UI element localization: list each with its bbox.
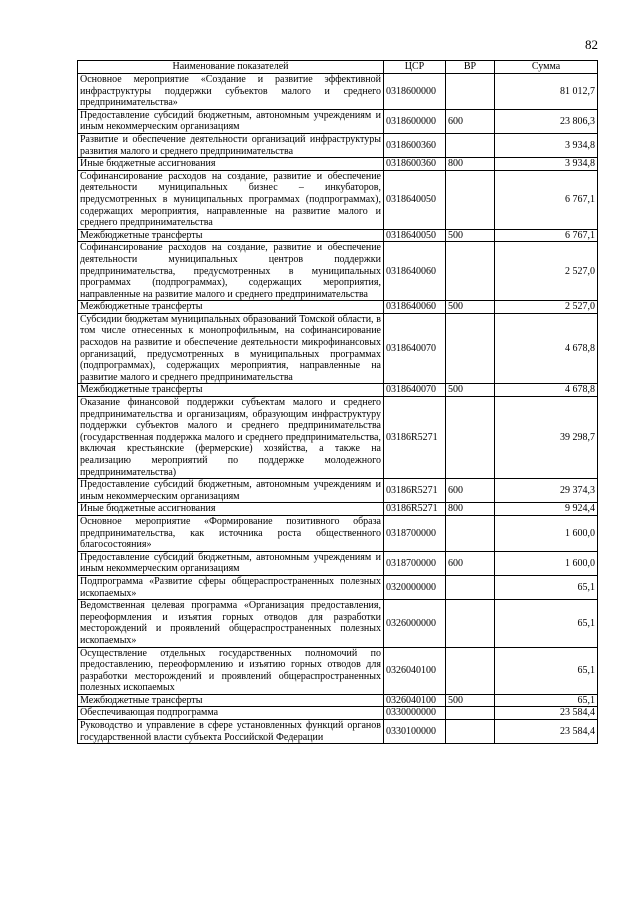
table-row bbox=[78, 313, 598, 384]
table-row bbox=[78, 109, 598, 133]
budget-table bbox=[77, 60, 598, 744]
table-row bbox=[78, 384, 598, 397]
cell-sum: 4 678,8 bbox=[495, 313, 598, 384]
cell-csr: 0330100000 bbox=[384, 720, 446, 744]
table-row bbox=[78, 229, 598, 242]
cell-name: Оказание финансовой поддержки субъектам малого и среднего предпринимательства и организациям, образующим инфраструктуру поддержки субъектов малого и среднего предпринимательства (государственная поддержка малого и среднего предпринимательства, включая крестьянские (фермерские) хозяйства, а также на реализацию мероприятий по поддержке молодежного предпринимательства) bbox=[78, 397, 384, 479]
cell-sum: 1 600,0 bbox=[495, 551, 598, 575]
cell-name: Иные бюджетные ассигнования bbox=[78, 503, 384, 516]
cell-csr: 0318640050 bbox=[384, 170, 446, 229]
cell-sum: 6 767,1 bbox=[495, 229, 598, 242]
table-row bbox=[78, 133, 598, 157]
cell-name: Предоставление субсидий бюджетным, автономным учреждениям и иным некоммерческим организациям bbox=[78, 479, 384, 503]
cell-name: Основное мероприятие «Формирование позитивного образа предпринимательства, как источника роста общественного благосостояния» bbox=[78, 515, 384, 551]
cell-vr bbox=[446, 242, 495, 301]
cell-name: Межбюджетные трансферты bbox=[78, 694, 384, 707]
cell-vr: 500 bbox=[446, 384, 495, 397]
cell-vr bbox=[446, 720, 495, 744]
cell-name: Софинансирование расходов на создание, развитие и обеспечение деятельности муниципальных центров поддержки предпринимательства, предусмотренных в муниципальных программах (подпрограммах), содержащих мероприятия, направленные на развитие малого и среднего предпринимательства bbox=[78, 242, 384, 301]
table-row bbox=[78, 397, 598, 479]
cell-sum: 29 374,3 bbox=[495, 479, 598, 503]
cell-csr: 0318640060 bbox=[384, 242, 446, 301]
header-vr: ВР bbox=[446, 61, 495, 74]
cell-sum: 3 934,8 bbox=[495, 133, 598, 157]
table-row bbox=[78, 74, 598, 110]
cell-vr: 800 bbox=[446, 158, 495, 171]
table-row bbox=[78, 647, 598, 694]
cell-name: Подпрограмма «Развитие сферы общераспространенных полезных ископаемых» bbox=[78, 575, 384, 599]
cell-csr: 0318700000 bbox=[384, 515, 446, 551]
cell-csr: 0318640060 bbox=[384, 301, 446, 314]
cell-csr: 0318640070 bbox=[384, 384, 446, 397]
cell-csr: 0318600000 bbox=[384, 109, 446, 133]
cell-vr bbox=[446, 575, 495, 599]
cell-name: Межбюджетные трансферты bbox=[78, 301, 384, 314]
table-row bbox=[78, 242, 598, 301]
cell-csr: 0330000000 bbox=[384, 707, 446, 720]
cell-vr: 800 bbox=[446, 503, 495, 516]
cell-csr: 0320000000 bbox=[384, 575, 446, 599]
cell-name: Руководство и управление в сфере установленных функций органов государственной власти субъекта Российской Федерации bbox=[78, 720, 384, 744]
cell-sum: 65,1 bbox=[495, 575, 598, 599]
page-number: 82 bbox=[585, 37, 598, 52]
cell-name: Ведомственная целевая программа «Организация предоставления, переоформления и изъятия горных отводов для разработки месторождений и проявлений общераспространенных полезных ископаемых» bbox=[78, 600, 384, 647]
cell-vr bbox=[446, 313, 495, 384]
cell-csr: 0318640050 bbox=[384, 229, 446, 242]
cell-csr: 0318600360 bbox=[384, 158, 446, 171]
cell-csr: 03186R5271 bbox=[384, 397, 446, 479]
table-row bbox=[78, 301, 598, 314]
cell-name: Межбюджетные трансферты bbox=[78, 384, 384, 397]
table-row bbox=[78, 158, 598, 171]
cell-vr: 500 bbox=[446, 694, 495, 707]
cell-sum: 65,1 bbox=[495, 694, 598, 707]
cell-csr: 0318600000 bbox=[384, 74, 446, 110]
cell-name: Иные бюджетные ассигнования bbox=[78, 158, 384, 171]
cell-vr: 500 bbox=[446, 229, 495, 242]
cell-csr: 0318600360 bbox=[384, 133, 446, 157]
header-sum: Сумма bbox=[495, 61, 598, 74]
table-header-row bbox=[78, 61, 598, 74]
cell-sum: 65,1 bbox=[495, 600, 598, 647]
table-row bbox=[78, 694, 598, 707]
cell-vr bbox=[446, 600, 495, 647]
header-name: Наименование показателей bbox=[78, 61, 384, 74]
cell-csr: 0326040100 bbox=[384, 647, 446, 694]
cell-sum: 4 678,8 bbox=[495, 384, 598, 397]
table-row bbox=[78, 707, 598, 720]
cell-vr bbox=[446, 515, 495, 551]
table-row bbox=[78, 515, 598, 551]
cell-sum: 23 584,4 bbox=[495, 720, 598, 744]
cell-vr: 600 bbox=[446, 551, 495, 575]
cell-name: Межбюджетные трансферты bbox=[78, 229, 384, 242]
cell-vr: 500 bbox=[446, 301, 495, 314]
cell-vr bbox=[446, 397, 495, 479]
cell-sum: 2 527,0 bbox=[495, 301, 598, 314]
cell-name: Обеспечивающая подпрограмма bbox=[78, 707, 384, 720]
table-row bbox=[78, 600, 598, 647]
table-row bbox=[78, 551, 598, 575]
cell-name: Предоставление субсидий бюджетным, автономным учреждениям и иным некоммерческим организациям bbox=[78, 109, 384, 133]
cell-vr bbox=[446, 170, 495, 229]
cell-vr bbox=[446, 74, 495, 110]
cell-csr: 0326040100 bbox=[384, 694, 446, 707]
table-body bbox=[78, 74, 598, 744]
cell-csr: 0318640070 bbox=[384, 313, 446, 384]
cell-name: Предоставление субсидий бюджетным, автономным учреждениям и иным некоммерческим организациям bbox=[78, 551, 384, 575]
cell-csr: 03186R5271 bbox=[384, 503, 446, 516]
table-row bbox=[78, 503, 598, 516]
cell-csr: 0318700000 bbox=[384, 551, 446, 575]
table-row bbox=[78, 720, 598, 744]
cell-sum: 6 767,1 bbox=[495, 170, 598, 229]
cell-sum: 2 527,0 bbox=[495, 242, 598, 301]
header-csr: ЦСР bbox=[384, 61, 446, 74]
cell-sum: 9 924,4 bbox=[495, 503, 598, 516]
cell-sum: 1 600,0 bbox=[495, 515, 598, 551]
cell-sum: 23 584,4 bbox=[495, 707, 598, 720]
cell-vr bbox=[446, 133, 495, 157]
cell-csr: 03186R5271 bbox=[384, 479, 446, 503]
cell-sum: 65,1 bbox=[495, 647, 598, 694]
cell-sum: 3 934,8 bbox=[495, 158, 598, 171]
cell-name: Субсидии бюджетам муниципальных образований Томской области, в том числе отнесенных к монопрофильным, на софинансирование расходов на развитие и обеспечение деятельности микрофинансовых организаций, предусмотренных в муниципальных программах (подпрограммах), содержащих мероприятия, направленные на развитие малого и среднего предпринимательства bbox=[78, 313, 384, 384]
cell-name: Осуществление отдельных государственных полномочий по предоставлению, переоформлению и изъятию горных отводов для разработки месторождений и проявлений общераспространенных полезных ископаемых bbox=[78, 647, 384, 694]
cell-csr: 0326000000 bbox=[384, 600, 446, 647]
cell-vr: 600 bbox=[446, 479, 495, 503]
cell-vr bbox=[446, 707, 495, 720]
cell-name: Основное мероприятие «Создание и развитие эффективной инфраструктуры поддержки субъектов малого и среднего предпринимательства» bbox=[78, 74, 384, 110]
cell-sum: 23 806,3 bbox=[495, 109, 598, 133]
cell-vr: 600 bbox=[446, 109, 495, 133]
table-row bbox=[78, 575, 598, 599]
table-row bbox=[78, 479, 598, 503]
cell-sum: 39 298,7 bbox=[495, 397, 598, 479]
cell-vr bbox=[446, 647, 495, 694]
cell-name: Развитие и обеспечение деятельности организаций инфраструктуры развития малого и среднего предпринимательства bbox=[78, 133, 384, 157]
table-row bbox=[78, 170, 598, 229]
cell-sum: 81 012,7 bbox=[495, 74, 598, 110]
cell-name: Софинансирование расходов на создание, развитие и обеспечение деятельности муниципальных бизнес – инкубаторов, предусмотренных в муниципальных программах (подпрограммах), содержащих мероприятия, направленные на развитие малого и среднего предпринимательства bbox=[78, 170, 384, 229]
